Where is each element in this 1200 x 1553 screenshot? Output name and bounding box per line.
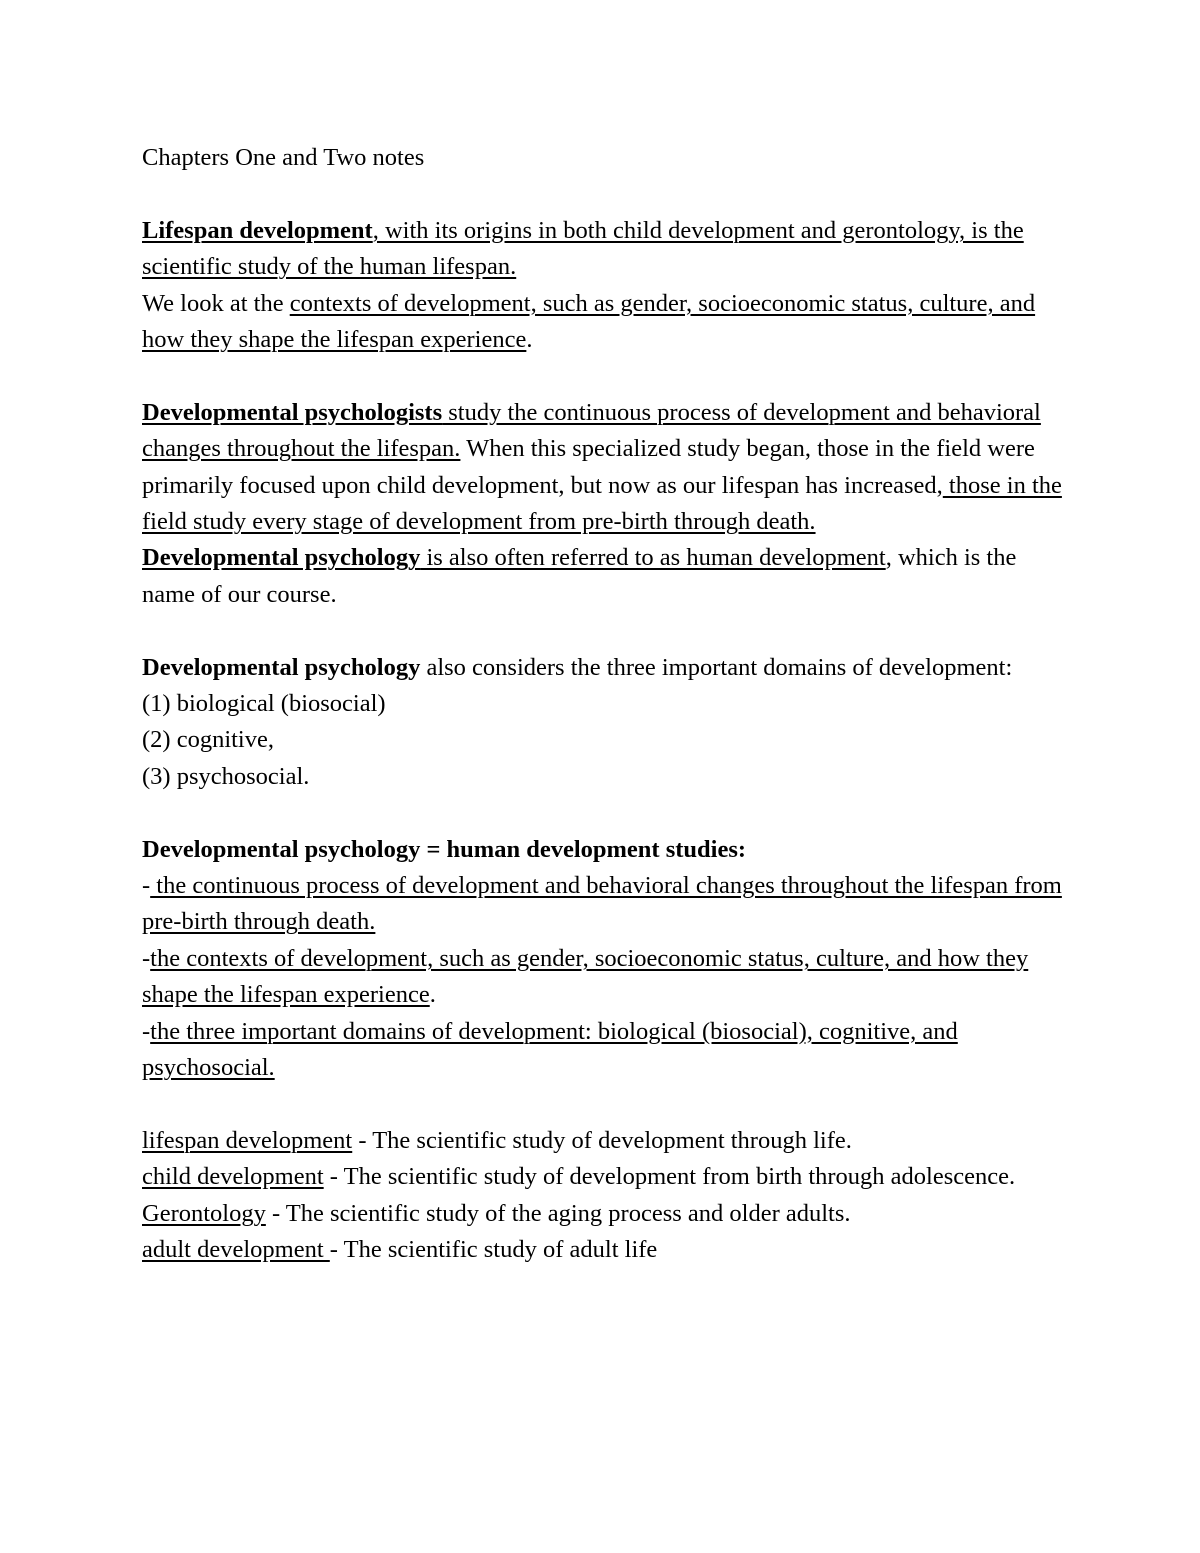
definition-text: - The scientific study of the aging process and older adults. — [265, 1199, 851, 1227]
summary-bullet-1 — [142, 868, 1072, 941]
paragraph-lead: We look at the — [142, 289, 290, 317]
paragraph-human-development — [142, 540, 1072, 613]
blank-line — [142, 1087, 1072, 1123]
underlined-study: study the continuous process of development and behavioral changes throughout the lifespan. — [142, 398, 1041, 463]
paragraph-tail: . — [526, 326, 533, 354]
bullet-text: the three important domains of development: biological (biosocial), cognitive, and psychosocial. — [142, 1017, 958, 1082]
paragraph-lifespan-development — [142, 213, 1072, 286]
definition-child-development — [142, 1159, 1072, 1195]
paragraph-tail: , which is the name of our course. — [142, 544, 1017, 608]
definition-text: - The scientific study of adult life — [329, 1236, 658, 1264]
term-developmental-psychology: Developmental psychology — [142, 544, 421, 572]
bullet-tail: . — [429, 981, 436, 1009]
domain-item-2: (2) cognitive, — [142, 726, 274, 754]
definition-text: - The scientific study of development through life. — [352, 1126, 852, 1154]
paragraph-developmental-psychologists — [142, 395, 1072, 541]
paragraph-middle: When this specialized study began, those in the field were primarily focused upon child development, but now as our lifespan has increased, — [142, 435, 1035, 499]
underlined-every-stage: those in the field study every stage of development from pre-birth through death. — [142, 471, 1062, 536]
bullet-text: the contexts of development, such as gender, socioeconomic status, culture, and how they shape the lifespan experience — [142, 944, 1029, 1009]
paragraph-text: also considers the three important domains of development: — [420, 653, 1013, 681]
blank-line — [142, 358, 1072, 394]
bullet-dash: - — [142, 872, 151, 900]
definition-term: child development — [142, 1163, 324, 1191]
bullet-dash: - — [142, 1017, 151, 1045]
domain-item-3: (3) psychosocial. — [142, 762, 310, 790]
paragraph-contexts — [142, 286, 1072, 359]
underlined-referred: is also often referred to as human development — [420, 544, 886, 572]
term-lifespan-development: Lifespan development — [142, 216, 373, 244]
term-developmental-psychology: Developmental psychology — [142, 653, 421, 681]
document-page — [142, 140, 1072, 1269]
bullet-text: the continuous process of development and behavioral changes throughout the lifespan from pre-birth through death. — [142, 872, 1062, 936]
definition-term: adult development — [142, 1236, 330, 1264]
paragraph-text: , with its origins in both child development and gerontology, is the scientific study of the human lifespan. — [142, 216, 1024, 281]
underlined-contexts: contexts of development, such as gender, socioeconomic status, culture, and how they shape the lifespan experience — [142, 289, 1036, 354]
definition-gerontology — [142, 1196, 1072, 1232]
paragraph-domains — [142, 650, 1072, 686]
domain-item-1: (1) biological (biosocial) — [142, 690, 386, 718]
blank-line — [142, 613, 1072, 649]
document-title: Chapters One and Two notes — [142, 144, 425, 171]
definition-lifespan-development — [142, 1123, 1072, 1159]
summary-heading: Developmental psychology = human development studies: — [142, 835, 747, 863]
summary-bullet-3 — [142, 1014, 1072, 1087]
summary-bullet-2 — [142, 941, 1072, 1014]
term-developmental-psychologists: Developmental psychologists — [142, 398, 443, 426]
definition-adult-development — [142, 1232, 1072, 1268]
definition-term: lifespan development — [142, 1126, 353, 1154]
blank-line — [142, 795, 1072, 831]
blank-line — [142, 176, 1072, 212]
definition-text: - The scientific study of development from birth through adolescence. — [323, 1163, 1016, 1191]
bullet-dash: - — [142, 944, 151, 972]
definition-term: Gerontology — [142, 1199, 266, 1227]
